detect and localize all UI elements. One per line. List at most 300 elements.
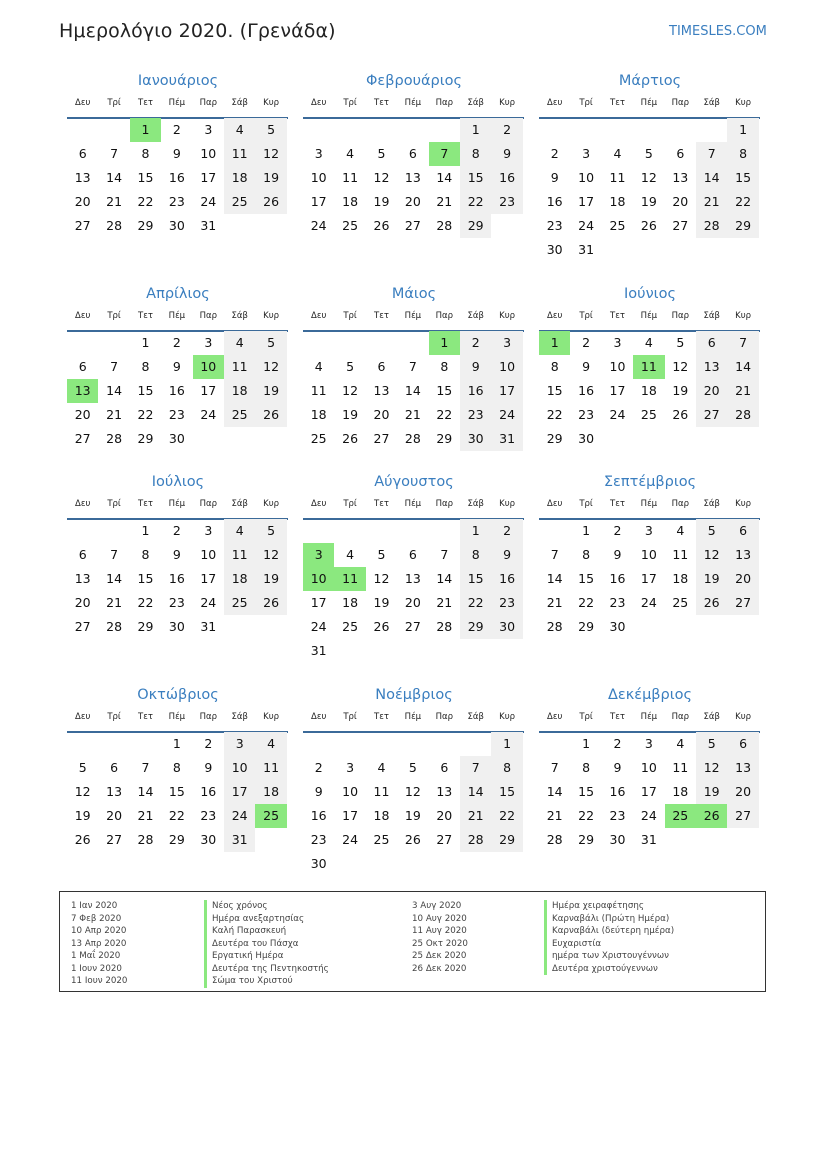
day-cell: 20 — [404, 194, 421, 209]
month-name: Οκτώβριος — [137, 687, 219, 703]
day-cell: 29 — [460, 615, 491, 639]
day-cell: 25 — [224, 403, 255, 427]
day-cell: 8 — [491, 756, 522, 780]
weekday-header: Πέμ — [168, 98, 186, 108]
day-cell: 26 — [640, 218, 657, 233]
month-name: Απρίλιος — [146, 286, 210, 302]
day-cell: 9 — [491, 543, 522, 567]
day-cell: 16 — [310, 808, 327, 823]
weekday-header: Παρ — [199, 98, 217, 108]
legend-date: 1 Μαΐ 2020 — [71, 951, 121, 961]
weekday-header: Τετ — [138, 712, 153, 722]
weekday-header: Παρ — [435, 98, 453, 108]
weekday-header: Δευ — [75, 98, 91, 108]
day-cell: 29 — [578, 832, 595, 847]
day-cell: 20 — [696, 379, 727, 403]
day-cell: 24 — [310, 218, 327, 233]
day-cell: 24 — [640, 595, 657, 610]
day-cell: 18 — [373, 808, 390, 823]
day-cell: 27 — [74, 431, 91, 446]
day-cell: 21 — [436, 595, 453, 610]
weekday-header: Τρί — [343, 311, 357, 321]
day-cell: 2 — [172, 523, 181, 538]
day-cell: 11 — [373, 784, 390, 799]
day-cell: 21 — [696, 190, 727, 214]
day-cell: 7 — [110, 359, 119, 374]
day-cell: 26 — [74, 832, 91, 847]
day-cell: 21 — [106, 194, 123, 209]
weekday-header: Σάβ — [703, 311, 720, 321]
day-cell: 19 — [373, 194, 390, 209]
day-cell: 14 — [727, 355, 758, 379]
weekday-header: Πέμ — [404, 311, 422, 321]
weekday-header: Δευ — [547, 98, 563, 108]
day-cell: 5 — [255, 519, 286, 543]
day-cell: 28 — [546, 832, 563, 847]
day-cell: 27 — [74, 218, 91, 233]
day-cell: 9 — [172, 547, 181, 562]
day-cell: 17 — [200, 170, 217, 185]
day-cell: 1 — [460, 519, 491, 543]
weekday-header: Δευ — [547, 311, 563, 321]
day-cell: 28 — [727, 403, 758, 427]
day-cell: 14 — [436, 571, 453, 586]
day-cell: 11 — [224, 355, 255, 379]
day-cell: 24 — [200, 194, 217, 209]
weekday-header: Τετ — [374, 712, 389, 722]
day-cell: 1 — [582, 523, 591, 538]
day-cell: 4 — [346, 547, 355, 562]
weekday-header: Κυρ — [499, 712, 516, 722]
day-cell: 30 — [609, 832, 626, 847]
weekday-header: Τετ — [138, 98, 153, 108]
month-name: Νοέμβριος — [375, 687, 453, 703]
month-name: Αύγουστος — [374, 474, 454, 490]
day-cell: 13 — [373, 383, 390, 398]
weekday-header: Τρί — [343, 499, 357, 509]
day-cell: 22 — [137, 194, 154, 209]
day-cell: 11 — [255, 756, 286, 780]
day-cell: 5 — [696, 732, 727, 756]
day-cell: 23 — [200, 808, 217, 823]
weekday-header: Κυρ — [263, 98, 280, 108]
day-cell: 24 — [640, 808, 657, 823]
day-cell: 7 — [408, 359, 417, 374]
day-cell: 30 — [460, 427, 491, 451]
weekday-header: Τετ — [610, 712, 625, 722]
day-cell: 16 — [460, 379, 491, 403]
weekday-header: Τετ — [610, 499, 625, 509]
day-cell: 5 — [255, 331, 286, 355]
day-cell: 29 — [578, 619, 595, 634]
day-cell: 19 — [255, 166, 286, 190]
day-cell: 26 — [255, 190, 286, 214]
day-cell: 10 — [491, 355, 522, 379]
day-cell: 4 — [377, 760, 386, 775]
day-cell: 23 — [491, 591, 522, 615]
day-cell: 17 — [224, 780, 255, 804]
day-cell: 27 — [727, 591, 758, 615]
holiday-day-cell: 25 — [255, 804, 286, 828]
weekday-header: Τρί — [107, 712, 121, 722]
day-cell: 13 — [436, 784, 453, 799]
day-cell: 1 — [460, 118, 491, 142]
weekday-header: Τετ — [610, 311, 625, 321]
weekday-header: Παρ — [199, 499, 217, 509]
day-cell: 27 — [672, 218, 689, 233]
day-cell: 11 — [342, 170, 359, 185]
day-cell: 10 — [342, 784, 359, 799]
day-cell: 29 — [137, 431, 154, 446]
day-cell: 13 — [106, 784, 123, 799]
day-cell: 23 — [168, 194, 185, 209]
weekday-header: Τετ — [374, 98, 389, 108]
holiday-day-cell: 10 — [193, 355, 224, 379]
day-cell: 22 — [460, 190, 491, 214]
weekday-header: Κυρ — [499, 98, 516, 108]
day-cell: 12 — [373, 170, 390, 185]
day-cell: 27 — [404, 619, 421, 634]
legend-dates-col-2 — [412, 900, 468, 975]
day-cell: 5 — [696, 519, 727, 543]
weekday-header: Πέμ — [404, 499, 422, 509]
day-cell: 2 — [613, 736, 622, 751]
day-cell: 2 — [582, 335, 591, 350]
day-cell: 30 — [168, 619, 185, 634]
day-cell: 17 — [609, 383, 626, 398]
site-link[interactable]: TIMESLES.COM — [669, 24, 767, 39]
weekday-header: Τρί — [343, 712, 357, 722]
day-cell: 20 — [373, 407, 390, 422]
day-cell: 21 — [727, 379, 758, 403]
holiday-day-cell: 1 — [539, 331, 570, 355]
holiday-day-cell: 25 — [665, 804, 696, 828]
weekday-header: Κυρ — [263, 499, 280, 509]
day-cell: 25 — [224, 591, 255, 615]
holiday-day-cell: 1 — [429, 331, 460, 355]
day-cell: 6 — [78, 146, 87, 161]
day-cell: 5 — [346, 359, 355, 374]
day-cell: 29 — [727, 214, 758, 238]
weekday-header: Πέμ — [168, 712, 186, 722]
day-cell: 18 — [310, 407, 327, 422]
day-cell: 3 — [204, 523, 213, 538]
day-cell: 7 — [110, 146, 119, 161]
day-cell: 29 — [436, 431, 453, 446]
legend-date: 26 Δεκ 2020 — [412, 963, 467, 974]
day-cell: 23 — [310, 832, 327, 847]
day-cell: 8 — [550, 359, 559, 374]
day-cell: 24 — [342, 832, 359, 847]
day-cell: 13 — [696, 355, 727, 379]
day-cell: 7 — [550, 760, 559, 775]
day-cell: 8 — [727, 142, 758, 166]
day-cell: 22 — [578, 808, 595, 823]
legend-date: 25 Δεκ 2020 — [412, 951, 467, 961]
day-cell: 23 — [491, 190, 522, 214]
legend-date: 11 Αυγ 2020 — [412, 926, 467, 936]
day-cell: 6 — [377, 359, 386, 374]
weekday-header: Σάβ — [703, 499, 720, 509]
day-cell: 11 — [609, 170, 626, 185]
weekday-header: Πέμ — [640, 98, 658, 108]
day-cell: 13 — [74, 571, 91, 586]
day-cell: 9 — [204, 760, 213, 775]
day-cell: 14 — [137, 784, 154, 799]
day-cell: 19 — [404, 808, 421, 823]
day-cell: 24 — [578, 218, 595, 233]
day-cell: 15 — [578, 784, 595, 799]
day-cell: 11 — [672, 547, 689, 562]
day-cell: 21 — [106, 595, 123, 610]
day-cell: 4 — [224, 331, 255, 355]
day-cell: 1 — [582, 736, 591, 751]
day-cell: 18 — [224, 166, 255, 190]
day-cell: 31 — [491, 427, 522, 451]
day-cell: 24 — [491, 403, 522, 427]
day-cell: 28 — [546, 619, 563, 634]
holiday-day-cell: 7 — [429, 142, 460, 166]
day-cell: 12 — [255, 142, 286, 166]
day-cell: 12 — [373, 571, 390, 586]
day-cell: 4 — [224, 519, 255, 543]
day-cell: 13 — [404, 571, 421, 586]
day-cell: 6 — [110, 760, 119, 775]
day-cell: 28 — [106, 431, 123, 446]
legend-date: 3 Αυγ 2020 — [412, 901, 462, 911]
day-cell: 14 — [546, 571, 563, 586]
day-cell: 3 — [204, 122, 213, 137]
day-cell: 11 — [224, 142, 255, 166]
day-cell: 27 — [696, 403, 727, 427]
day-cell: 16 — [168, 170, 185, 185]
day-cell: 9 — [172, 146, 181, 161]
legend-holiday-name: Δευτέρα της Πεντηκοστής — [204, 963, 329, 976]
day-cell: 6 — [727, 519, 758, 543]
day-cell: 11 — [224, 543, 255, 567]
day-cell: 3 — [644, 523, 653, 538]
day-cell: 6 — [78, 547, 87, 562]
day-cell: 31 — [200, 218, 217, 233]
day-cell: 7 — [550, 547, 559, 562]
legend-holiday-name: Καρναβάλι (Πρώτη Ημέρα) — [544, 913, 674, 926]
day-cell: 6 — [676, 146, 685, 161]
day-cell: 29 — [460, 214, 491, 238]
day-cell: 13 — [727, 756, 758, 780]
day-cell: 5 — [255, 118, 286, 142]
day-cell: 10 — [310, 170, 327, 185]
day-cell: 12 — [696, 543, 727, 567]
day-cell: 16 — [168, 383, 185, 398]
day-cell: 14 — [696, 166, 727, 190]
day-cell: 6 — [408, 146, 417, 161]
day-cell: 29 — [168, 832, 185, 847]
day-cell: 17 — [640, 784, 657, 799]
day-cell: 8 — [141, 146, 150, 161]
day-cell: 1 — [727, 118, 758, 142]
day-cell: 15 — [460, 166, 491, 190]
day-cell: 29 — [137, 218, 154, 233]
day-cell: 18 — [255, 780, 286, 804]
weekday-header: Δευ — [547, 499, 563, 509]
weekday-header: Πέμ — [640, 499, 658, 509]
legend-holiday-name: Δευτέρα του Πάσχα — [204, 938, 329, 951]
day-cell: 17 — [200, 383, 217, 398]
legend-holiday-name: Ευχαριστία — [544, 938, 674, 951]
day-cell: 17 — [310, 595, 327, 610]
weekday-header: Κυρ — [735, 98, 752, 108]
day-cell: 27 — [373, 431, 390, 446]
day-cell: 20 — [436, 808, 453, 823]
day-cell: 4 — [224, 118, 255, 142]
day-cell: 3 — [491, 331, 522, 355]
day-cell: 12 — [255, 355, 286, 379]
day-cell: 6 — [408, 547, 417, 562]
weekday-header: Πέμ — [168, 499, 186, 509]
day-cell: 18 — [672, 784, 689, 799]
day-cell: 18 — [342, 194, 359, 209]
day-cell: 7 — [460, 756, 491, 780]
day-cell: 24 — [200, 407, 217, 422]
day-cell: 20 — [672, 194, 689, 209]
day-cell: 19 — [74, 808, 91, 823]
day-cell: 19 — [373, 595, 390, 610]
day-cell: 21 — [137, 808, 154, 823]
day-cell: 9 — [314, 784, 323, 799]
day-cell: 18 — [609, 194, 626, 209]
weekday-header: Δευ — [547, 712, 563, 722]
day-cell: 2 — [491, 519, 522, 543]
day-cell: 12 — [74, 784, 91, 799]
day-cell: 15 — [491, 780, 522, 804]
weekday-header: Δευ — [311, 98, 327, 108]
day-cell: 15 — [137, 383, 154, 398]
day-cell: 30 — [578, 431, 595, 446]
day-cell: 26 — [342, 431, 359, 446]
weekday-header: Παρ — [671, 311, 689, 321]
day-cell: 2 — [172, 122, 181, 137]
day-cell: 24 — [200, 595, 217, 610]
day-cell: 31 — [640, 832, 657, 847]
day-cell: 10 — [200, 146, 217, 161]
day-cell: 24 — [310, 619, 327, 634]
day-cell: 31 — [578, 242, 595, 257]
day-cell: 10 — [640, 547, 657, 562]
weekday-header: Τετ — [138, 311, 153, 321]
day-cell: 19 — [640, 194, 657, 209]
day-cell: 25 — [373, 832, 390, 847]
day-cell: 4 — [676, 736, 685, 751]
day-cell: 12 — [404, 784, 421, 799]
day-cell: 8 — [141, 547, 150, 562]
day-cell: 19 — [342, 407, 359, 422]
weekday-header: Τρί — [107, 98, 121, 108]
day-cell: 3 — [644, 736, 653, 751]
weekday-header: Κυρ — [263, 311, 280, 321]
day-cell: 26 — [672, 407, 689, 422]
legend-holiday-name: Καρναβάλι (δεύτερη ημέρα) — [544, 925, 674, 938]
weekday-header: Πέμ — [404, 98, 422, 108]
day-cell: 5 — [676, 335, 685, 350]
holiday-day-cell: 26 — [696, 804, 727, 828]
day-cell: 14 — [546, 784, 563, 799]
holiday-day-cell: 13 — [67, 379, 98, 403]
day-cell: 3 — [582, 146, 591, 161]
day-cell: 25 — [310, 431, 327, 446]
weekday-header: Δευ — [311, 499, 327, 509]
weekday-header: Παρ — [671, 712, 689, 722]
month-name: Σεπτέμβριος — [603, 474, 697, 490]
weekday-header: Παρ — [671, 98, 689, 108]
weekday-header: Παρ — [435, 712, 453, 722]
day-cell: 19 — [696, 567, 727, 591]
day-cell: 17 — [310, 194, 327, 209]
day-cell: 20 — [727, 780, 758, 804]
day-cell: 14 — [106, 383, 123, 398]
day-cell: 17 — [342, 808, 359, 823]
day-cell: 30 — [310, 856, 327, 871]
weekday-header: Κυρ — [263, 712, 280, 722]
month-name: Ιούλιος — [151, 474, 205, 490]
day-cell: 23 — [546, 218, 563, 233]
day-cell: 11 — [672, 760, 689, 775]
day-cell: 14 — [460, 780, 491, 804]
day-cell: 5 — [377, 146, 386, 161]
day-cell: 9 — [491, 142, 522, 166]
day-cell: 3 — [314, 146, 323, 161]
day-cell: 18 — [224, 379, 255, 403]
weekday-header: Κυρ — [735, 311, 752, 321]
day-cell: 19 — [255, 379, 286, 403]
weekday-header: Τετ — [610, 98, 625, 108]
day-cell: 22 — [436, 407, 453, 422]
weekday-header: Κυρ — [735, 499, 752, 509]
weekday-header: Παρ — [435, 311, 453, 321]
day-cell: 19 — [255, 567, 286, 591]
day-cell: 30 — [609, 619, 626, 634]
weekday-header: Πέμ — [168, 311, 186, 321]
day-cell: 10 — [224, 756, 255, 780]
legend-date: 10 Αυγ 2020 — [412, 913, 467, 924]
holiday-day-cell: 11 — [633, 355, 664, 379]
day-cell: 2 — [613, 523, 622, 538]
day-cell: 9 — [613, 760, 622, 775]
day-cell: 26 — [696, 591, 727, 615]
day-cell: 25 — [342, 218, 359, 233]
day-cell: 7 — [440, 547, 449, 562]
weekday-header: Σάβ — [467, 98, 484, 108]
day-cell: 12 — [342, 383, 359, 398]
month-name: Φεβρουάριος — [365, 73, 463, 89]
day-cell: 8 — [172, 760, 181, 775]
day-cell: 20 — [404, 595, 421, 610]
day-cell: 6 — [727, 732, 758, 756]
weekday-header: Τρί — [579, 712, 593, 722]
day-cell: 31 — [310, 643, 327, 658]
day-cell: 16 — [546, 194, 563, 209]
day-cell: 12 — [696, 756, 727, 780]
day-cell: 26 — [373, 218, 390, 233]
day-cell: 18 — [640, 383, 657, 398]
day-cell: 27 — [727, 804, 758, 828]
weekday-header: Τρί — [579, 499, 593, 509]
day-cell: 8 — [440, 359, 449, 374]
weekday-header: Παρ — [199, 311, 217, 321]
day-cell: 26 — [404, 832, 421, 847]
day-cell: 20 — [74, 407, 91, 422]
day-cell: 9 — [550, 170, 559, 185]
weekday-header: Σάβ — [231, 499, 248, 509]
